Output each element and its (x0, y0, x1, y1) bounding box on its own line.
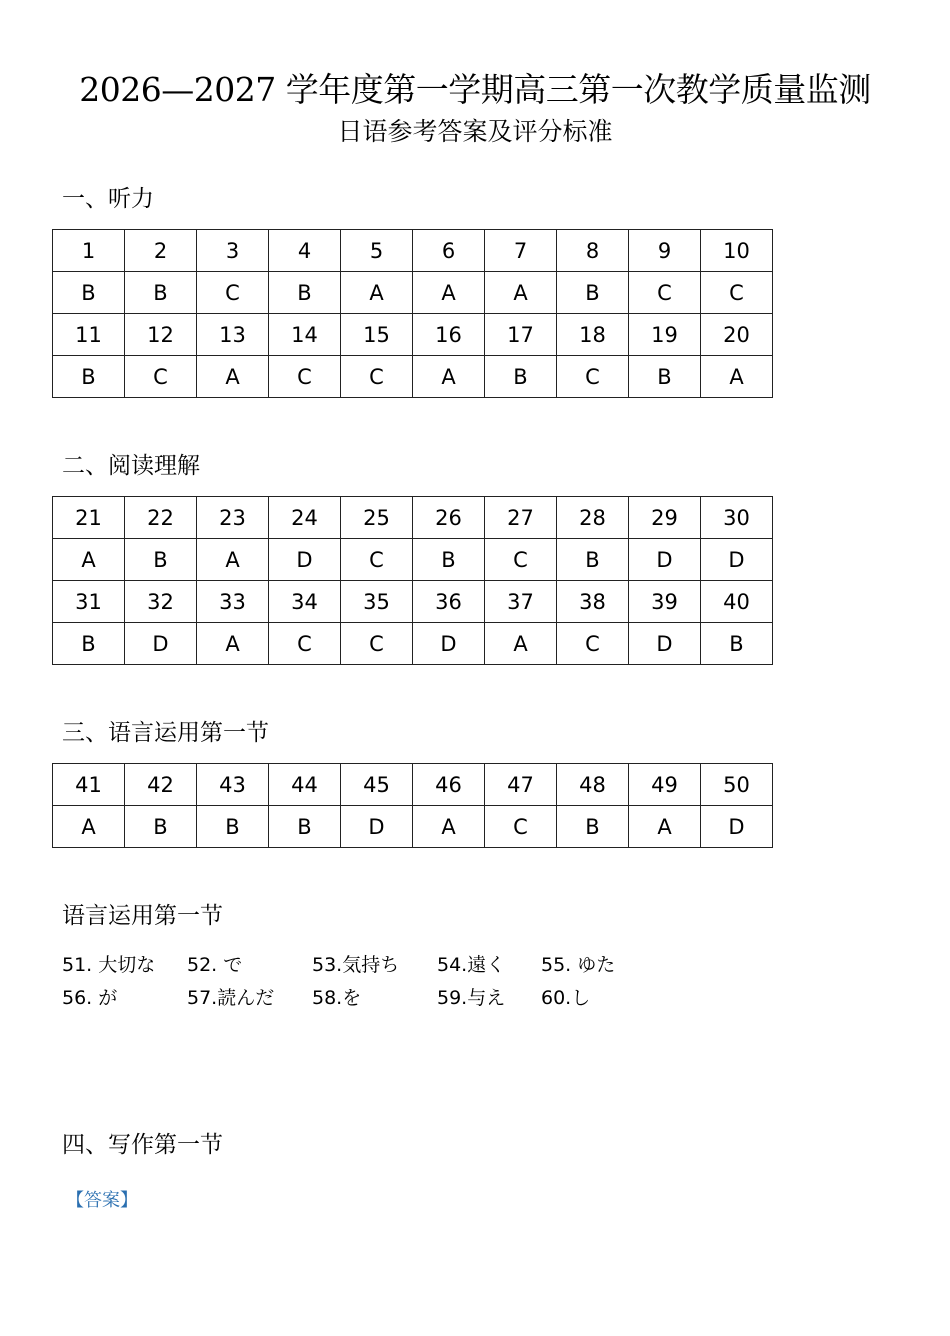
question-number-cell: 46 (413, 764, 485, 806)
table-row (53, 314, 773, 356)
question-number-cell: 14 (269, 314, 341, 356)
question-number-cell: 25 (341, 497, 413, 539)
answer-cell: A (413, 806, 485, 848)
fill-section-heading: 语言运用第一节 (62, 903, 223, 929)
question-number-cell: 7 (485, 230, 557, 272)
fill-answer: 52. で (187, 954, 243, 976)
question-number-cell: 5 (341, 230, 413, 272)
table-row (53, 356, 773, 398)
answer-cell: C (629, 272, 701, 314)
question-number-cell: 43 (197, 764, 269, 806)
answer-cell: B (125, 539, 197, 581)
answer-cell: A (485, 623, 557, 665)
answer-cell: D (629, 623, 701, 665)
fill-answer: 58.を (312, 987, 362, 1009)
question-number-cell: 29 (629, 497, 701, 539)
question-number-cell: 38 (557, 581, 629, 623)
answer-cell: B (557, 539, 629, 581)
table-row (53, 230, 773, 272)
listening-heading: 一、听力 (62, 186, 154, 212)
fill-answer: 53.気持ち (312, 954, 400, 976)
fill-answer: 55. ゆた (541, 954, 616, 976)
answer-cell: A (53, 539, 125, 581)
question-number-cell: 32 (125, 581, 197, 623)
answer-cell: B (413, 539, 485, 581)
question-number-cell: 18 (557, 314, 629, 356)
answer-cell: A (485, 272, 557, 314)
answer-cell: D (701, 539, 773, 581)
language-use-heading: 三、语言运用第一节 (62, 720, 269, 746)
question-number-cell: 33 (197, 581, 269, 623)
answer-cell: B (197, 806, 269, 848)
question-number-cell: 39 (629, 581, 701, 623)
answer-cell: C (269, 623, 341, 665)
answer-cell: A (53, 806, 125, 848)
answer-cell: B (557, 272, 629, 314)
question-number-cell: 20 (701, 314, 773, 356)
question-number-cell: 36 (413, 581, 485, 623)
question-number-cell: 8 (557, 230, 629, 272)
question-number-cell: 28 (557, 497, 629, 539)
answer-cell: B (53, 356, 125, 398)
answer-cell: B (485, 356, 557, 398)
question-number-cell: 47 (485, 764, 557, 806)
fill-answer: 56. が (62, 987, 118, 1009)
question-number-cell: 24 (269, 497, 341, 539)
answer-cell: A (629, 806, 701, 848)
answer-cell: C (197, 272, 269, 314)
question-number-cell: 21 (53, 497, 125, 539)
answer-cell: D (413, 623, 485, 665)
writing-heading: 四、写作第一节 (62, 1132, 223, 1158)
answer-cell: B (125, 806, 197, 848)
answer-cell: D (269, 539, 341, 581)
question-number-cell: 23 (197, 497, 269, 539)
answer-cell: C (485, 806, 557, 848)
question-number-cell: 13 (197, 314, 269, 356)
answer-cell: A (413, 356, 485, 398)
fill-answer: 60.し (541, 987, 591, 1009)
table-row (53, 539, 773, 581)
answer-link[interactable]: 【答案】 (66, 1190, 138, 1211)
answer-cell: D (701, 806, 773, 848)
answer-cell: D (125, 623, 197, 665)
question-number-cell: 1 (53, 230, 125, 272)
question-number-cell: 50 (701, 764, 773, 806)
question-number-cell: 41 (53, 764, 125, 806)
question-number-cell: 12 (125, 314, 197, 356)
answer-cell: B (629, 356, 701, 398)
question-number-cell: 2 (125, 230, 197, 272)
answer-cell: A (701, 356, 773, 398)
reading-heading: 二、阅读理解 (62, 453, 200, 479)
answer-cell: C (125, 356, 197, 398)
page-title: 2026—2027 学年度第一学期高三第一次教学质量监测 (79, 70, 871, 109)
question-number-cell: 17 (485, 314, 557, 356)
table-row (53, 764, 773, 806)
answer-cell: C (557, 623, 629, 665)
answer-cell: B (701, 623, 773, 665)
fill-answer: 59.与え (437, 987, 506, 1009)
question-number-cell: 34 (269, 581, 341, 623)
answer-cell: A (197, 623, 269, 665)
language-use-answer-table (52, 763, 773, 848)
question-number-cell: 49 (629, 764, 701, 806)
fill-answer: 51. 大切な (62, 954, 156, 976)
question-number-cell: 45 (341, 764, 413, 806)
answer-cell: C (701, 272, 773, 314)
answer-cell: A (341, 272, 413, 314)
answer-cell: D (629, 539, 701, 581)
question-number-cell: 10 (701, 230, 773, 272)
question-number-cell: 48 (557, 764, 629, 806)
answer-cell: D (341, 806, 413, 848)
answer-cell: A (413, 272, 485, 314)
question-number-cell: 6 (413, 230, 485, 272)
answer-cell: C (557, 356, 629, 398)
question-number-cell: 37 (485, 581, 557, 623)
question-number-cell: 15 (341, 314, 413, 356)
question-number-cell: 40 (701, 581, 773, 623)
table-row (53, 581, 773, 623)
answer-cell: B (269, 806, 341, 848)
table-row (53, 272, 773, 314)
answer-cell: C (341, 356, 413, 398)
question-number-cell: 42 (125, 764, 197, 806)
table-row (53, 806, 773, 848)
answer-cell: C (485, 539, 557, 581)
answer-cell: C (269, 356, 341, 398)
question-number-cell: 11 (53, 314, 125, 356)
answer-cell: C (341, 539, 413, 581)
question-number-cell: 26 (413, 497, 485, 539)
answer-cell: B (53, 623, 125, 665)
answer-cell: B (557, 806, 629, 848)
answer-cell: C (341, 623, 413, 665)
question-number-cell: 30 (701, 497, 773, 539)
listening-answer-table (52, 229, 773, 398)
question-number-cell: 35 (341, 581, 413, 623)
question-number-cell: 31 (53, 581, 125, 623)
question-number-cell: 44 (269, 764, 341, 806)
answer-cell: B (53, 272, 125, 314)
question-number-cell: 22 (125, 497, 197, 539)
table-row (53, 623, 773, 665)
table-row (53, 497, 773, 539)
question-number-cell: 4 (269, 230, 341, 272)
reading-answer-table (52, 496, 773, 665)
answer-cell: A (197, 356, 269, 398)
question-number-cell: 3 (197, 230, 269, 272)
fill-answer: 54.遠く (437, 954, 506, 976)
answer-cell: B (269, 272, 341, 314)
question-number-cell: 9 (629, 230, 701, 272)
question-number-cell: 19 (629, 314, 701, 356)
fill-answer: 57.読んだ (187, 987, 275, 1009)
answer-cell: B (125, 272, 197, 314)
answer-cell: A (197, 539, 269, 581)
question-number-cell: 16 (413, 314, 485, 356)
page-subtitle: 日语参考答案及评分标准 (337, 117, 613, 146)
question-number-cell: 27 (485, 497, 557, 539)
